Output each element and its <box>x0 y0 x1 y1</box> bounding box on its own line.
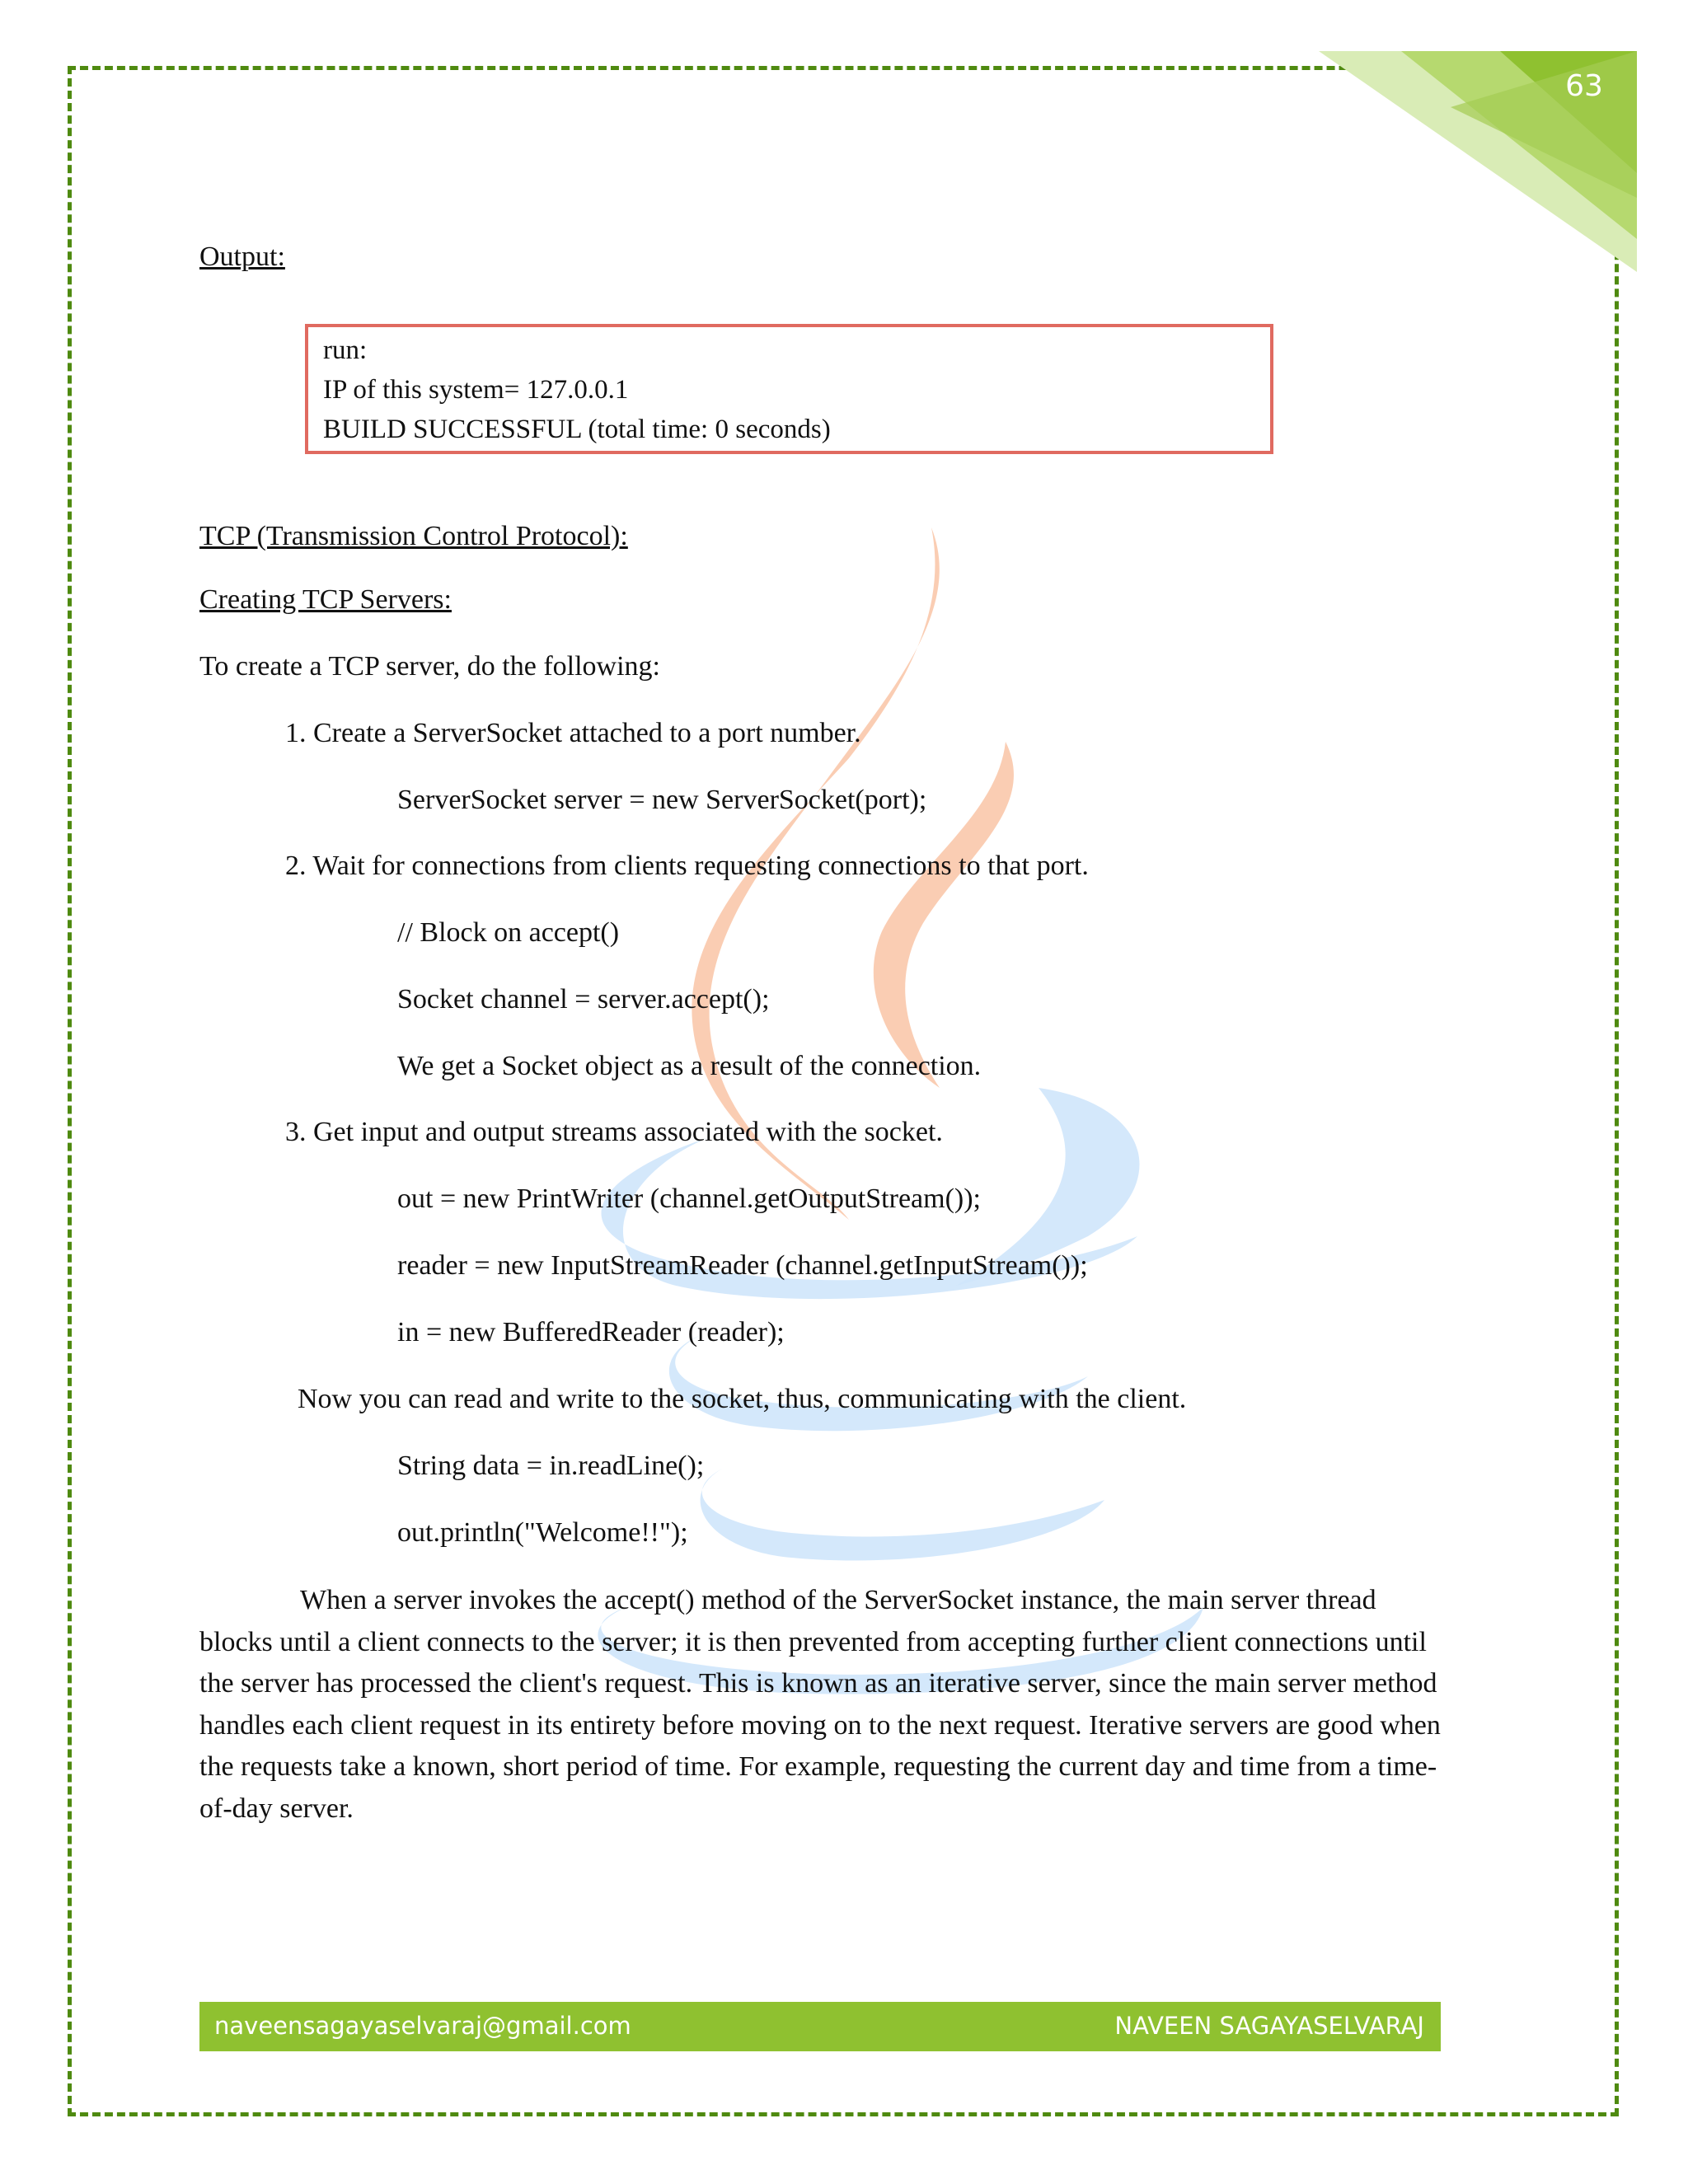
page-number: 63 <box>1565 69 1603 103</box>
output-line-run: run: <box>323 335 368 365</box>
step-3-code-out: out = new PrintWriter (channel.getOutputStream()); <box>397 1183 981 1214</box>
step-3-code-in: in = new BufferedReader (reader); <box>397 1317 785 1347</box>
step-2-code-accept: Socket channel = server.accept(); <box>397 984 770 1015</box>
tcp-heading: TCP (Transmission Control Protocol): <box>199 521 628 551</box>
tcp-intro: To create a TCP server, do the following: <box>199 651 660 682</box>
step-3-code-reader: reader = new InputStreamReader (channel.getInputStream()); <box>397 1250 1088 1281</box>
footer-bar <box>199 2002 1441 2051</box>
step-2-note: We get a Socket object as a result of the connection. <box>397 1051 982 1081</box>
footer-author-name: NAVEEN SAGAYASELVARAJ <box>1114 2012 1424 2040</box>
step-2-code-comment: // Block on accept() <box>397 917 620 948</box>
iterative-server-paragraph: When a server invokes the accept() method of the ServerSocket instance, the main server thread blocks until a client connects to the server; it is then prevented from accepting further client connections until the server has processed the client's request. This is known as an iterative server, since the main server method handles each client request in its entirety before moving on to the next request. Iterative servers are good when the requests take a known, short period of time. For example, requesting the current day and time from a time-of-day server. <box>199 1585 1441 1824</box>
step-1-code: ServerSocket server = new ServerSocket(port); <box>397 785 927 815</box>
output-box <box>305 324 1273 454</box>
read-write-code-println: out.println("Welcome!!"); <box>397 1517 688 1548</box>
output-line-ip: IP of this system= 127.0.0.1 <box>323 375 629 405</box>
output-line-build: BUILD SUCCESSFUL (total time: 0 seconds) <box>323 415 831 444</box>
footer-email: naveensagayaselvaraj@gmail.com <box>214 2012 631 2040</box>
tcp-subheading: Creating TCP Servers: <box>199 584 452 615</box>
step-1: 1. Create a ServerSocket attached to a port number. <box>285 718 861 748</box>
read-write-code-readline: String data = in.readLine(); <box>397 1451 705 1481</box>
step-2: 2. Wait for connections from clients requesting connections to that port. <box>285 851 1089 881</box>
step-3: 3. Get input and output streams associated with the socket. <box>285 1117 943 1147</box>
output-heading: Output: <box>199 241 285 272</box>
read-write-note: Now you can read and write to the socket, thus, communicating with the client. <box>298 1384 1187 1414</box>
